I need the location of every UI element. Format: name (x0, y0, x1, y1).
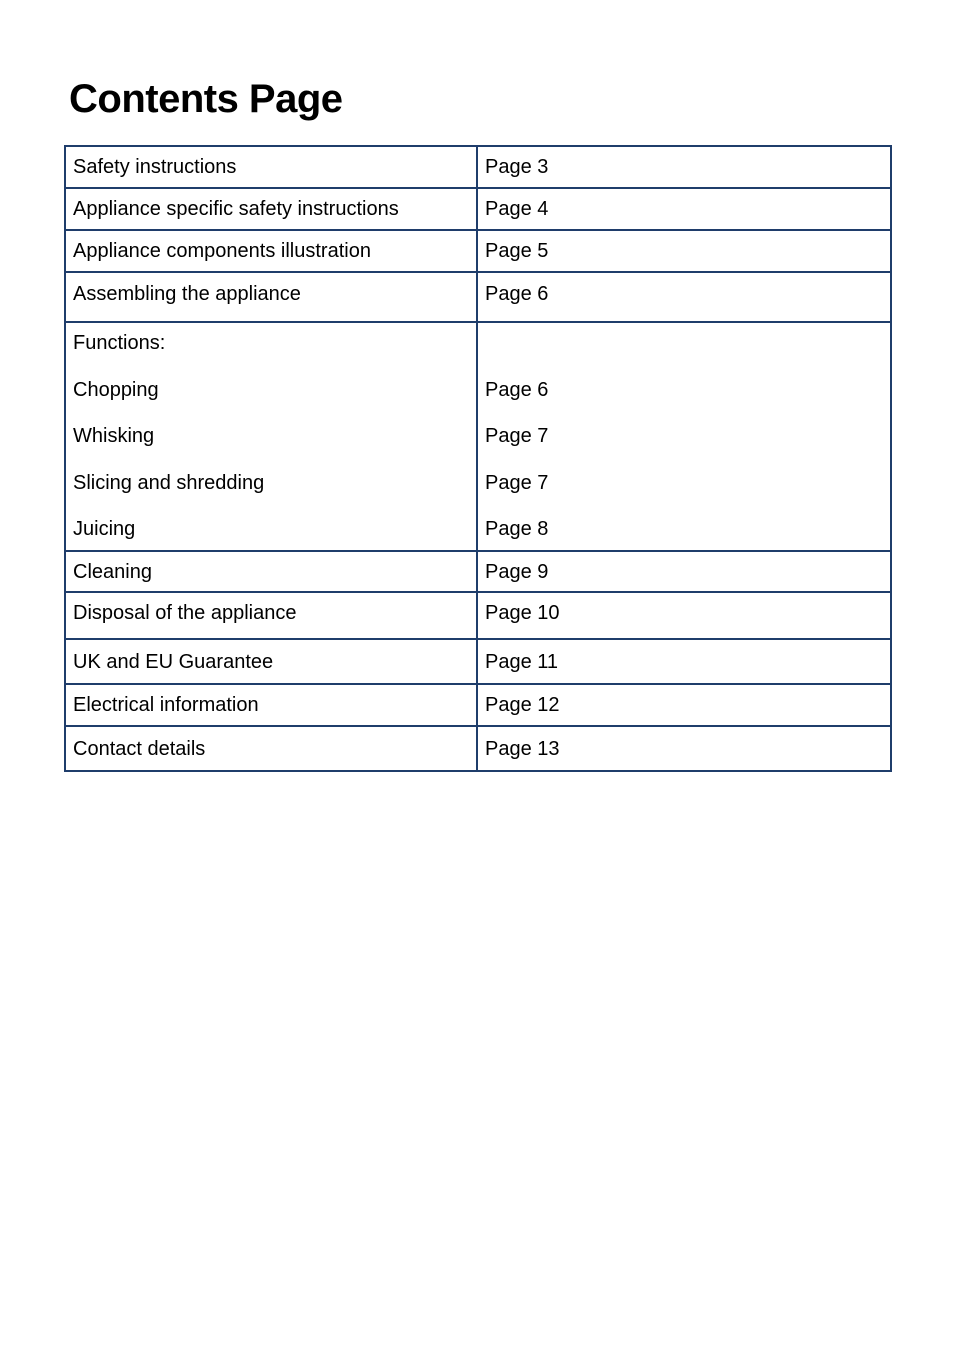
toc-entry-label: UK and EU Guarantee (65, 639, 477, 684)
toc-entry-label: Whisking (73, 425, 155, 447)
table-row (65, 230, 891, 272)
toc-entry-page: Page 3 (477, 146, 891, 188)
toc-entry-label: Appliance specific safety instructions (65, 188, 477, 230)
functions-heading-page-blank (485, 331, 890, 378)
toc-entry-label: Contact details (65, 726, 477, 771)
table-row-functions (65, 322, 891, 551)
toc-entry-label: Cleaning (65, 551, 477, 592)
contents-table (64, 145, 892, 772)
toc-entry-label: Juicing (73, 518, 136, 540)
functions-pages-cell (477, 322, 891, 551)
functions-heading: Functions: (73, 332, 166, 354)
table-row (65, 146, 891, 188)
table-row (65, 551, 891, 592)
table-row (65, 188, 891, 230)
table-row (65, 684, 891, 726)
toc-entry-page: Page 13 (477, 726, 891, 771)
table-row (65, 592, 891, 639)
toc-entry-label: Assembling the appliance (65, 272, 477, 322)
toc-entry-label: Safety instructions (65, 146, 477, 188)
toc-entry-page: Page 7 (485, 425, 549, 447)
toc-entry-page: Page 9 (477, 551, 891, 592)
toc-entry-label: Appliance components illustration (65, 230, 477, 272)
functions-labels-cell (65, 322, 477, 551)
table-row (65, 726, 891, 771)
toc-entry-label: Slicing and shredding (73, 471, 265, 494)
toc-entry-page: Page 6 (485, 378, 549, 401)
toc-entry-page: Page 4 (477, 188, 891, 230)
toc-entry-page: Page 8 (485, 518, 549, 540)
table-row (65, 639, 891, 684)
page-title: Contents Page (69, 77, 343, 121)
toc-entry-label: Chopping (73, 378, 159, 401)
toc-entry-page: Page 10 (477, 592, 891, 639)
toc-entry-page: Page 11 (477, 639, 891, 684)
toc-entry-page: Page 5 (477, 230, 891, 272)
toc-entry-label: Electrical information (65, 684, 477, 726)
toc-entry-page: Page 12 (477, 684, 891, 726)
toc-entry-page: Page 7 (485, 471, 549, 494)
table-row (65, 272, 891, 322)
toc-entry-page: Page 6 (477, 272, 891, 322)
toc-entry-label: Disposal of the appliance (65, 592, 477, 639)
